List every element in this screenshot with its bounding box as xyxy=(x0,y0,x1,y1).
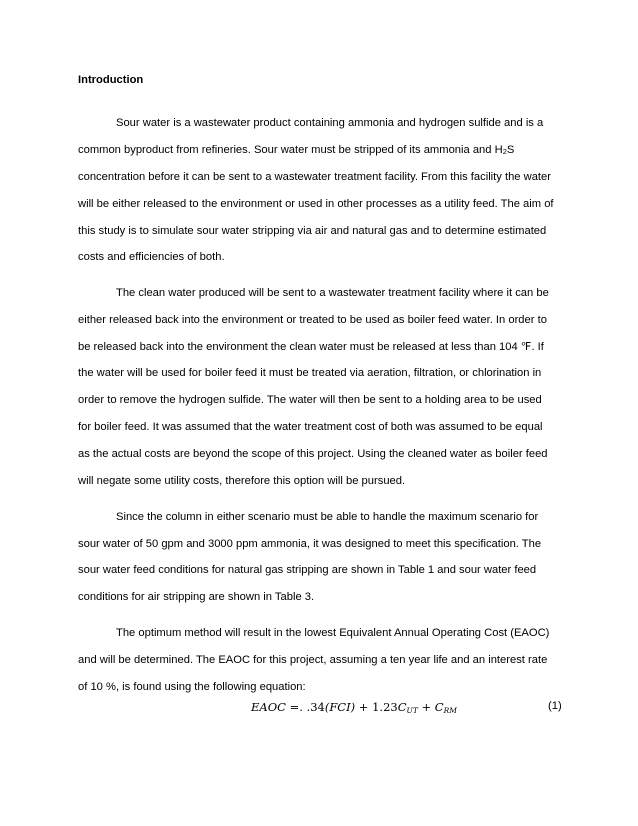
equation-coef-1: . .34 xyxy=(299,700,325,714)
equation-lhs: EAOC xyxy=(251,700,286,714)
paragraph-2-line-2: either released back into the environment or treated to be used as boiler feed water. In order to xyxy=(78,314,547,326)
h2s-subscript: 2 xyxy=(502,147,507,156)
paragraph-3-line-3: sour water feed conditions for natural gas stripping are shown in Table 1 and sour water feed xyxy=(78,564,537,576)
equation-plus-2: + xyxy=(417,700,435,714)
equation-fci: (FCI) xyxy=(324,700,356,714)
paragraph-1-line-4: will be either released to the environment or used in other processes as a utility feed. The aim of xyxy=(78,198,554,210)
paragraph-1-line-1: Sour water is a wastewater product containing ammonia and hydrogen sulfide and is a xyxy=(116,117,544,129)
paragraph-2-line-7: as the actual costs are beyond the scope of this project. Using the cleaned water as boiler feed xyxy=(78,448,548,460)
equation-number: (1) xyxy=(548,700,562,712)
equation-c-rm: C xyxy=(434,700,444,714)
paragraph-2-line-6: for boiler feed. It was assumed that the water treatment cost of both was assumed to be equal xyxy=(78,421,543,433)
h2s-tail: S xyxy=(506,144,515,156)
paragraph-4-line-1: The optimum method will result in the lowest Equivalent Annual Operating Cost (EAOC) xyxy=(116,627,550,639)
paragraph-2-line-1: The clean water produced will be sent to a wastewater treatment facility where it can be xyxy=(116,287,549,299)
paragraph-1-line-2 xyxy=(78,143,514,159)
equation-plus-1: + xyxy=(355,700,373,714)
paragraph-1-line-2-text: common byproduct from refineries. Sour water must be stripped of its ammonia and H xyxy=(78,144,503,156)
equation-c-ut: C xyxy=(397,700,407,714)
paragraph-1-line-6: costs and efficiencies of both. xyxy=(78,251,225,263)
section-heading: Introduction xyxy=(78,74,144,86)
paragraph-2-line-5: order to remove the hydrogen sulfide. The water will then be sent to a holding area to be used xyxy=(78,394,542,406)
paragraph-3-line-2: sour water of 50 gpm and 3000 ppm ammonia, it was designed to meet this specification. The xyxy=(78,538,542,550)
paragraph-3-line-4: conditions for air stripping are shown in Table 3. xyxy=(78,591,315,603)
paragraph-2-line-3: be released back into the environment the clean water must be released at less than 104 ℉. If xyxy=(78,341,544,353)
equation-coef-2: 1.23 xyxy=(372,700,398,714)
equation-equals: = xyxy=(285,700,300,714)
paragraph-3-line-1: Since the column in either scenario must be able to handle the maximum scenario for xyxy=(116,511,539,523)
paragraph-1-line-5: this study is to simulate sour water stripping via air and natural gas and to determine estimated xyxy=(78,225,547,237)
paragraph-4-line-3: of 10 %, is found using the following equation: xyxy=(78,681,306,693)
equation-ut-subscript: UT xyxy=(406,706,418,715)
paragraph-2-line-8: will negate some utility costs, therefore this option will be pursued. xyxy=(78,475,406,487)
equation-rm-subscript: RM xyxy=(443,706,457,715)
paragraph-4-line-2: and will be determined. The EAOC for this project, assuming a ten year life and an interest rate xyxy=(78,654,548,666)
paragraph-1-line-3: concentration before it can be sent to a wastewater treatment facility. From this facility the water xyxy=(78,171,551,183)
eaoc-equation xyxy=(251,700,457,715)
paragraph-2-line-4: the water will be used for boiler feed it must be treated via aeration, filtration, or chlorination in xyxy=(78,367,542,379)
